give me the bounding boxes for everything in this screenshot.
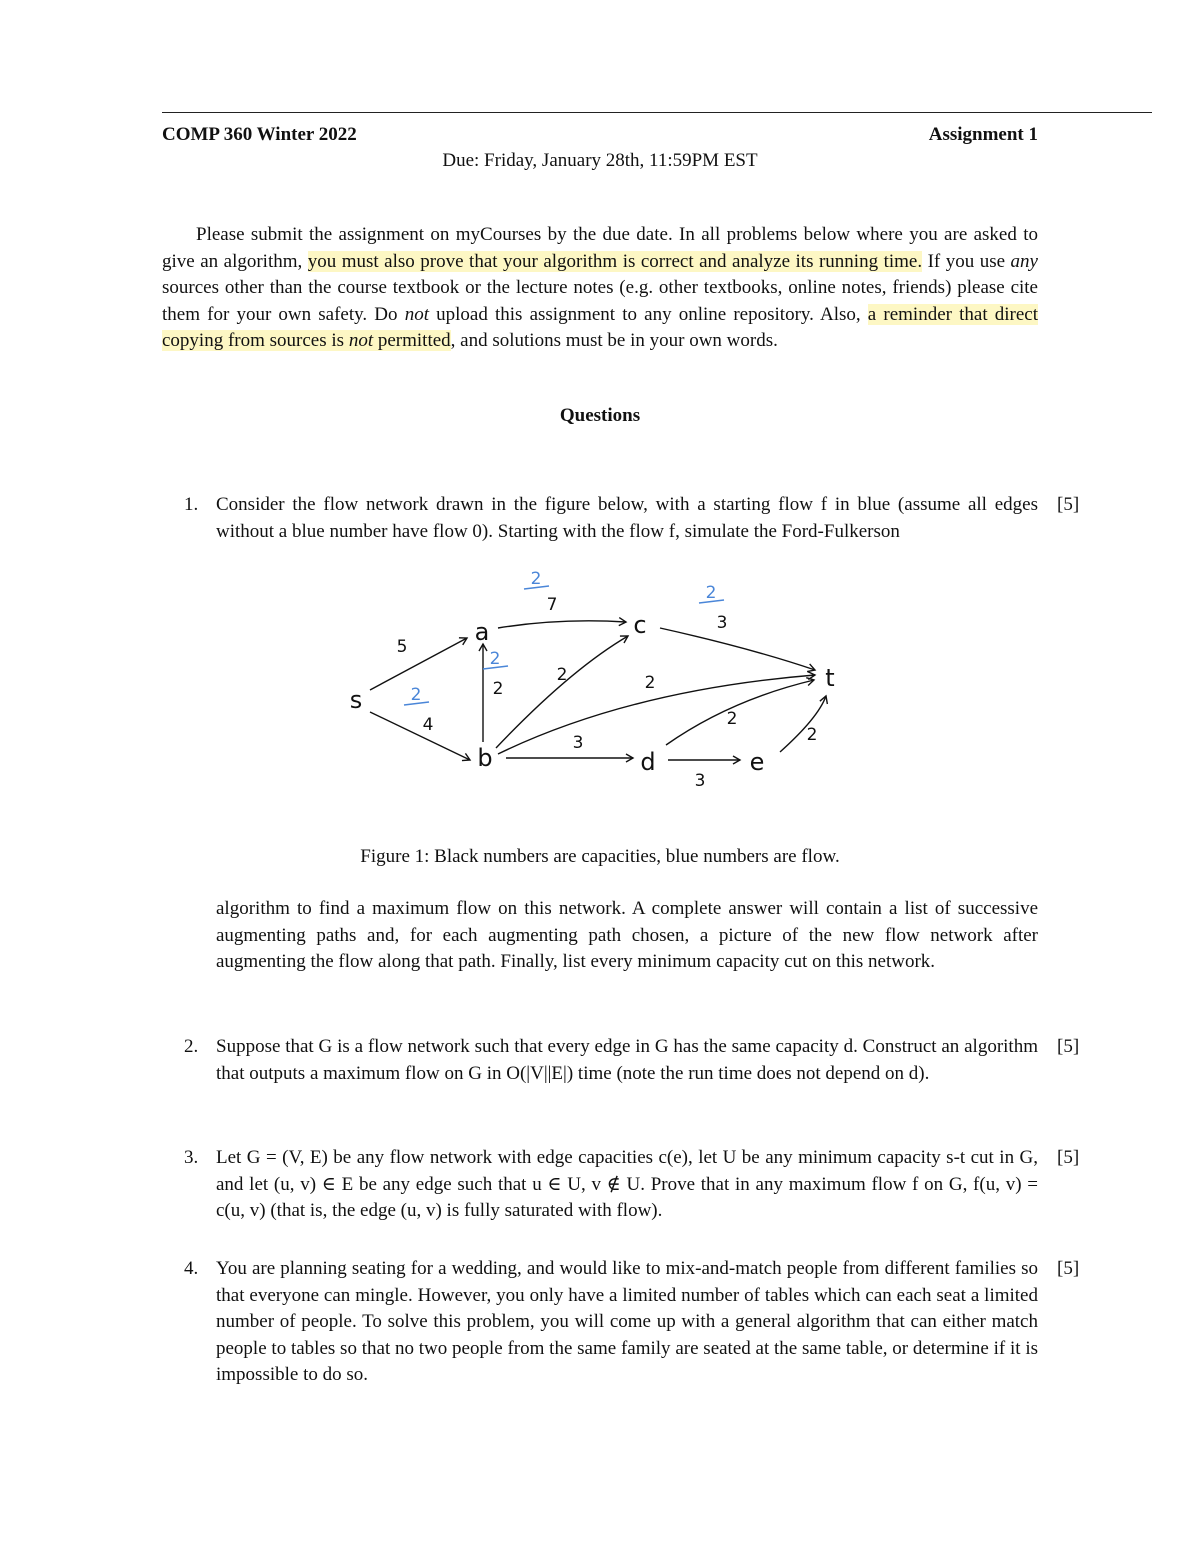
- question-number: 1.: [184, 494, 199, 515]
- intro-text: upload this assignment to any online repository. Also,: [428, 303, 868, 325]
- flow-network-figure: [330, 560, 870, 800]
- emphasis-any: any: [1010, 250, 1038, 272]
- node-c: c: [633, 611, 647, 639]
- node-d: d: [640, 748, 656, 776]
- question-2: [162, 1034, 1080, 1087]
- question-3: [162, 1145, 1080, 1225]
- node-t: t: [825, 664, 835, 692]
- question-points: [5]: [1057, 494, 1080, 515]
- intro-text: Please submit the assignment on myCourses by the due date. In all problems below where you are asked to give an algorithm,: [162, 224, 1038, 272]
- question-number: 2.: [184, 1036, 199, 1057]
- question-number: 4.: [184, 1258, 199, 1279]
- question-1: [162, 492, 1080, 545]
- header-rule: [162, 112, 1152, 113]
- edge-s-b: [370, 712, 470, 760]
- edge-b-t: [498, 675, 815, 754]
- flow-label-s-b: 2: [410, 685, 422, 705]
- intro-text: If you use: [922, 250, 1011, 272]
- edge-c-t: [660, 628, 815, 670]
- assignment-title: Assignment 1: [928, 124, 1038, 145]
- highlight-proof: you must also prove that your algorithm is correct and analyze its running time.: [307, 250, 923, 272]
- node-e: e: [749, 748, 765, 776]
- flow-label-c-t: 2: [705, 583, 717, 603]
- capacity-label-b-a: 2: [492, 679, 504, 699]
- question-number: 3.: [184, 1147, 199, 1168]
- node-b: b: [477, 744, 493, 772]
- due-date: Due: Friday, January 28th, 11:59PM EST: [442, 150, 758, 171]
- edge-s-a: [370, 638, 467, 690]
- question-text: Let G = (V, E) be any flow network with edge capacities c(e), let U be any minimum capacity s-t cut in G, and let (u, v) ∈ E be any edge such that u ∈ U, v ∉ U. Prove that in any maximum flow f on G, f(u, v) = c(u, v) (that is, the edge (u, v) is fully saturated with flow).: [216, 1147, 1038, 1221]
- intro-text: , and solutions must be in your own words.: [450, 330, 778, 351]
- edge-d-t: [666, 680, 814, 745]
- question-4: [162, 1256, 1080, 1389]
- question-text: Suppose that G is a flow network such that every edge in G has the same capacity d. Construct an algorithm that outputs a maximum flow on G in O(|V||E|) time (note the run time does not depend on d).: [216, 1036, 1038, 1084]
- section-title: Questions: [559, 405, 641, 426]
- capacity-label-b-t: 2: [644, 673, 656, 693]
- intro-text: sources other than the course textbook or the lecture notes (e.g. other textbooks, online notes, friends) please cite them for your own safety. Do: [162, 277, 1038, 325]
- capacity-label-d-t: 2: [726, 709, 738, 729]
- node-a: a: [474, 618, 490, 646]
- capacity-label-e-t: 2: [806, 725, 818, 745]
- highlight-copying: a reminder that direct copying from sources is not permitted: [162, 303, 1038, 351]
- edge-b-c: [496, 636, 628, 748]
- emphasis-not: not: [404, 303, 429, 325]
- capacity-label-s-a: 5: [396, 637, 408, 657]
- instructions-paragraph: [162, 222, 1038, 355]
- question-points: [5]: [1057, 1258, 1080, 1279]
- node-s: s: [349, 686, 363, 714]
- flow-label-a-c: 2: [530, 569, 542, 589]
- capacity-label-c-t: 3: [716, 613, 728, 633]
- course-title: COMP 360 Winter 2022: [162, 124, 357, 145]
- question-points: [5]: [1057, 1147, 1080, 1168]
- question-text: You are planning seating for a wedding, and would like to mix-and-match people from different families so that everyone can mingle. However, you only have a limited number of tables which can each seat a limited number of people. To solve this problem, you will come up with a general algorithm that can either match people to tables so that no two people from the same family are seated at the same table, or determine if it is impossible to do so.: [216, 1258, 1038, 1385]
- figure-caption: Figure 1: Black numbers are capacities, blue numbers are flow.: [360, 846, 840, 867]
- capacity-label-s-b: 4: [422, 715, 434, 735]
- capacity-label-d-e: 3: [694, 771, 706, 791]
- capacity-label-b-c: 2: [556, 665, 568, 685]
- edge-a-c: [498, 621, 626, 628]
- edge-e-t: [780, 696, 826, 752]
- capacity-label-a-c: 7: [546, 595, 558, 615]
- question-1-continuation: algorithm to find a maximum flow on this network. A complete answer will contain a list of successive augmenting paths and, for each augmenting path chosen, a picture of the new flow network after augmenting the flow along that path. Finally, list every minimum capacity cut on this network.: [216, 898, 1038, 972]
- capacity-label-b-d: 3: [572, 733, 584, 753]
- question-text: Consider the flow network drawn in the figure below, with a starting flow f in blue (assume all edges without a blue number have flow 0). Starting with the flow f, simulate the Ford-Fulkerson: [216, 494, 1038, 542]
- flow-label-b-a: 2: [489, 649, 501, 669]
- question-points: [5]: [1057, 1036, 1080, 1057]
